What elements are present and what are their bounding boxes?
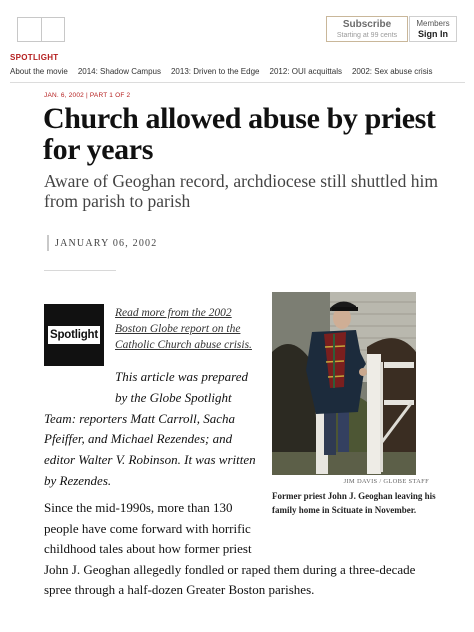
body-paragraph-narrow: Since the mid-1990s, more than 130 people have come forward with horrific childhood tales about how former priest: [44, 500, 252, 556]
staff-credit-rest: Team: reporters Matt Carroll, Sacha Pfeiffer, and Michael Rezendes; and editor Walter V. Robinson. It was written by Rezendes.: [44, 410, 256, 488]
photo-illustration: [272, 292, 416, 475]
subnav-shadow-campus[interactable]: 2014: Shadow Campus: [77, 67, 161, 76]
article-dek: Aware of Geoghan record, archdiocese still shuttled him from parish to parish: [44, 171, 438, 211]
subscribe-price: Starting at 99 cents: [336, 32, 398, 39]
article-photo[interactable]: [272, 292, 416, 475]
spotlight-report-link[interactable]: Read more from the 2002 Boston Globe report on the Catholic Church abuse crisis.: [115, 307, 252, 351]
spotlight-logo-text: Spotlight: [48, 326, 100, 344]
header-divider: [44, 270, 116, 271]
staff-credit-line-1: This article was prepared: [115, 369, 249, 384]
staff-credit: [44, 367, 259, 492]
top-divider: [10, 82, 465, 83]
subnav-driven-to-edge[interactable]: 2013: Driven to the Edge: [170, 67, 260, 76]
members-label: Members: [416, 19, 450, 28]
dateline-bar: [47, 235, 49, 251]
subnav-sex-abuse-crisis[interactable]: 2002: Sex abuse crisis: [351, 67, 433, 76]
photo-caption: Former priest John J. Geoghan leaving his family home in Scituate in November.: [272, 491, 436, 515]
section-label[interactable]: SPOTLIGHT: [10, 53, 59, 62]
article-headline: Church allowed abuse by priest for years: [43, 102, 436, 166]
sign-in-button[interactable]: [409, 16, 457, 42]
article-kicker: JAN. 6, 2002 | PART 1 OF 2: [44, 92, 131, 99]
staff-credit-line-2: by the Globe Spotlight: [115, 389, 232, 405]
subnav-about-movie[interactable]: About the movie: [10, 67, 68, 76]
subscribe-button[interactable]: [326, 16, 408, 42]
body-paragraph-wide: John J. Geoghan allegedly fondled or raped them during a three-decade spree through a half-dozen Greater Boston parishes.: [44, 561, 416, 597]
subnav-oui-acquittals[interactable]: 2012: OUI acquittals: [269, 67, 342, 76]
photo-credit: JIM DAVIS / GLOBE STAFF: [343, 478, 429, 485]
globe-logo-box[interactable]: [17, 17, 65, 42]
article-body: [44, 498, 440, 601]
subscribe-label: Subscribe: [342, 19, 392, 30]
section-subnav: [10, 67, 432, 76]
sign-in-label: Sign In: [418, 29, 448, 39]
logo-divider: [41, 18, 42, 41]
spotlight-logo[interactable]: [44, 304, 104, 366]
article-dateline: JANUARY 06, 2002: [55, 238, 158, 249]
